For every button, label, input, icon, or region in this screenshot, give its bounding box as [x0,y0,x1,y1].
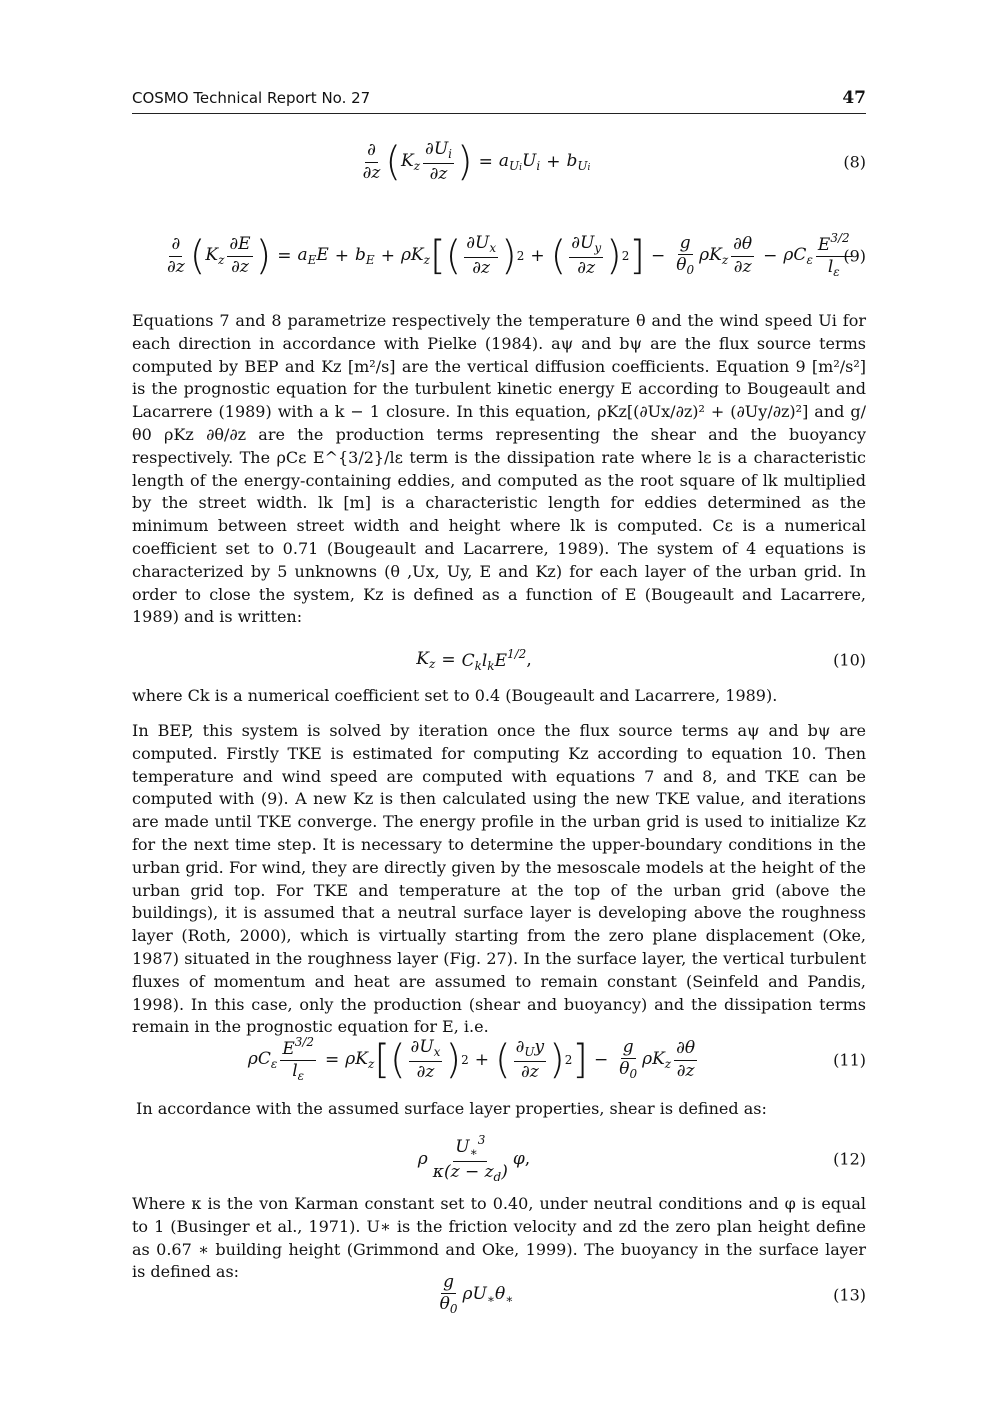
equation-8 [132,132,866,192]
equation-number: (9) [843,246,866,266]
equation-13-body: $\frac{g}{\theta_0}$ $\rho U_∗\theta_∗$ [439,1271,514,1317]
equation-8-body: $\frac{\partial}{\partial z}$ ( $K_z$ $\frac{\partial U_i}{\partial z}$ ) = $a_{Ui}U_i$ + $b_{Ui}$ [362,138,591,185]
page-header [132,88,866,114]
paragraph-3: In BEP, this system is solved by iteration once the flux source terms aψ and bψ are computed. Firstly TKE is estimated for computing Kz according to equation 10. Then temperature and wind speed are computed with equations 7 and 8, and TKE can be computed with (9). A new Kz is then calculated using the new TKE value, and iterations are made until TKE converge. The energy profile in the urban grid is used to initialize Kz for the next time step. It is necessary to determine the upper-boundary conditions in the urban grid. For wind, they are directly given by the mesoscale models at the height of the urban grid top. For TKE and temperature at the top of the urban grid (above the buildings), it is assumed that a neutral surface layer is developing above the roughness layer (Roth, 2000), which is virtually starting from the zero plane displacement (Oke, 1987) situated in the roughness layer (Fig. 27). In the surface layer, the vertical turbulent fluxes of momentum and heat are assumed to remain constant (Seinfeld and Pandis, 1998). In this case, only the production (shear and buoyancy) and the dissipation terms remain in the prognostic equation for E, i.e. [132,721,866,1037]
equation-9-body: $\frac{\partial}{\partial z}$ ( $K_z$ $\frac{\partial E}{\partial z}$ ) = $a_EE$ + $b_E$ + $\rho K_z$ [ ( $\frac{\partial U_x}{\partial z}$ ) 2 + ( $\frac{\partial U_y}{\partial z}$ ) 2 ] − $\frac{g}{\theta_0}$ $\rho K_z$ $\frac{\partial\theta}{\partial z}$ − $\rho C_\varepsilon$ $\frac{E^{3/2}}{l_\varepsilon}$ [167,230,850,280]
equation-9 [132,222,866,290]
report-title: COSMO Technical Report No. 27 [132,89,371,107]
equation-10 [132,640,866,680]
page-number: 47 [842,88,866,108]
paragraph-4: In accordance with the assumed surface layer properties, shear is defined as: [136,1099,767,1118]
equation-11-body: $\rho C_\varepsilon$ $\frac{E^{3/2}}{l_\varepsilon}$ = $\rho K_z$ [ ( $\frac{\partial U_x}{\partial z}$ ) 2 + ( $\frac{\partial_Uy}{\partial z}$ ) 2 ] − $\frac{g}{\theta_0}$ $\rho K_z$ $\frac{\partial\theta}{\partial z}$ [247,1034,696,1084]
paragraph-2: where Ck is a numerical coefficient set to 0.4 (Bougeault and Lacarrere, 1989). [132,686,778,705]
equation-12 [132,1130,866,1188]
equation-11 [132,1028,866,1092]
equation-number: (13) [833,1285,866,1305]
paragraph-1: Equations 7 and 8 parametrize respectively the temperature θ and the wind speed Ui for each direction in accordance with Pielke (1984). aψ and bψ are the flux source terms computed by BEP and Kz [m²/s] are the vertical diffusion coefficients. Equation 9 [m²/s²] is the prognostic equation for the turbulent kinetic energy E according to Bougeault and Lacarrere (1989) with a k − 1 closure. In this equation, ρKz[(∂Ux/∂z)² + (∂Uy/∂z)²] and g/θ0 ρKz ∂θ/∂z are the production terms representing the shear and the buoyancy respectively. The ρCε E^{3/2}/lε term is the dissipation rate where lε is a characteristic length of the energy-containing eddies, and computed as the root square of lk multiplied by the street width. lk [m] is a characteristic length for eddies determined as the minimum between street width and height where lk is computed. Cε is a numerical coefficient set to 0.71 (Bougeault and Lacarrere, 1989). The system of 4 equations is characterized by 5 unknowns (θ ,Ux, Uy, E and Kz) for each layer of the urban grid. In order to close the system, Kz is defined as a function of E (Bougeault and Lacarrere, 1989) and is written: [132,311,867,627]
header-rule [132,113,866,114]
equation-10-body: $K_z$ = $C_kl_kE^{1/2}$ , [416,647,532,673]
paragraph-5: Where κ is the von Karman constant set to 0.40, under neutral conditions and φ is equal to 1 (Businger et al., 1971). U∗ is the friction velocity and zd the zero plan height define as 0.67 ∗ building height (Grimmond and Oke, 1999). The buoyancy in the surface layer is defined as: [132,1194,866,1282]
equation-number: (11) [833,1050,866,1070]
equation-number: (8) [843,152,866,172]
equation-12-body: ρ $\frac{U_∗^3}{\kappa(z - z_d)}$ φ , [417,1132,531,1184]
equation-number: (12) [833,1149,866,1169]
equation-13 [132,1268,866,1322]
equation-number: (10) [833,650,866,670]
